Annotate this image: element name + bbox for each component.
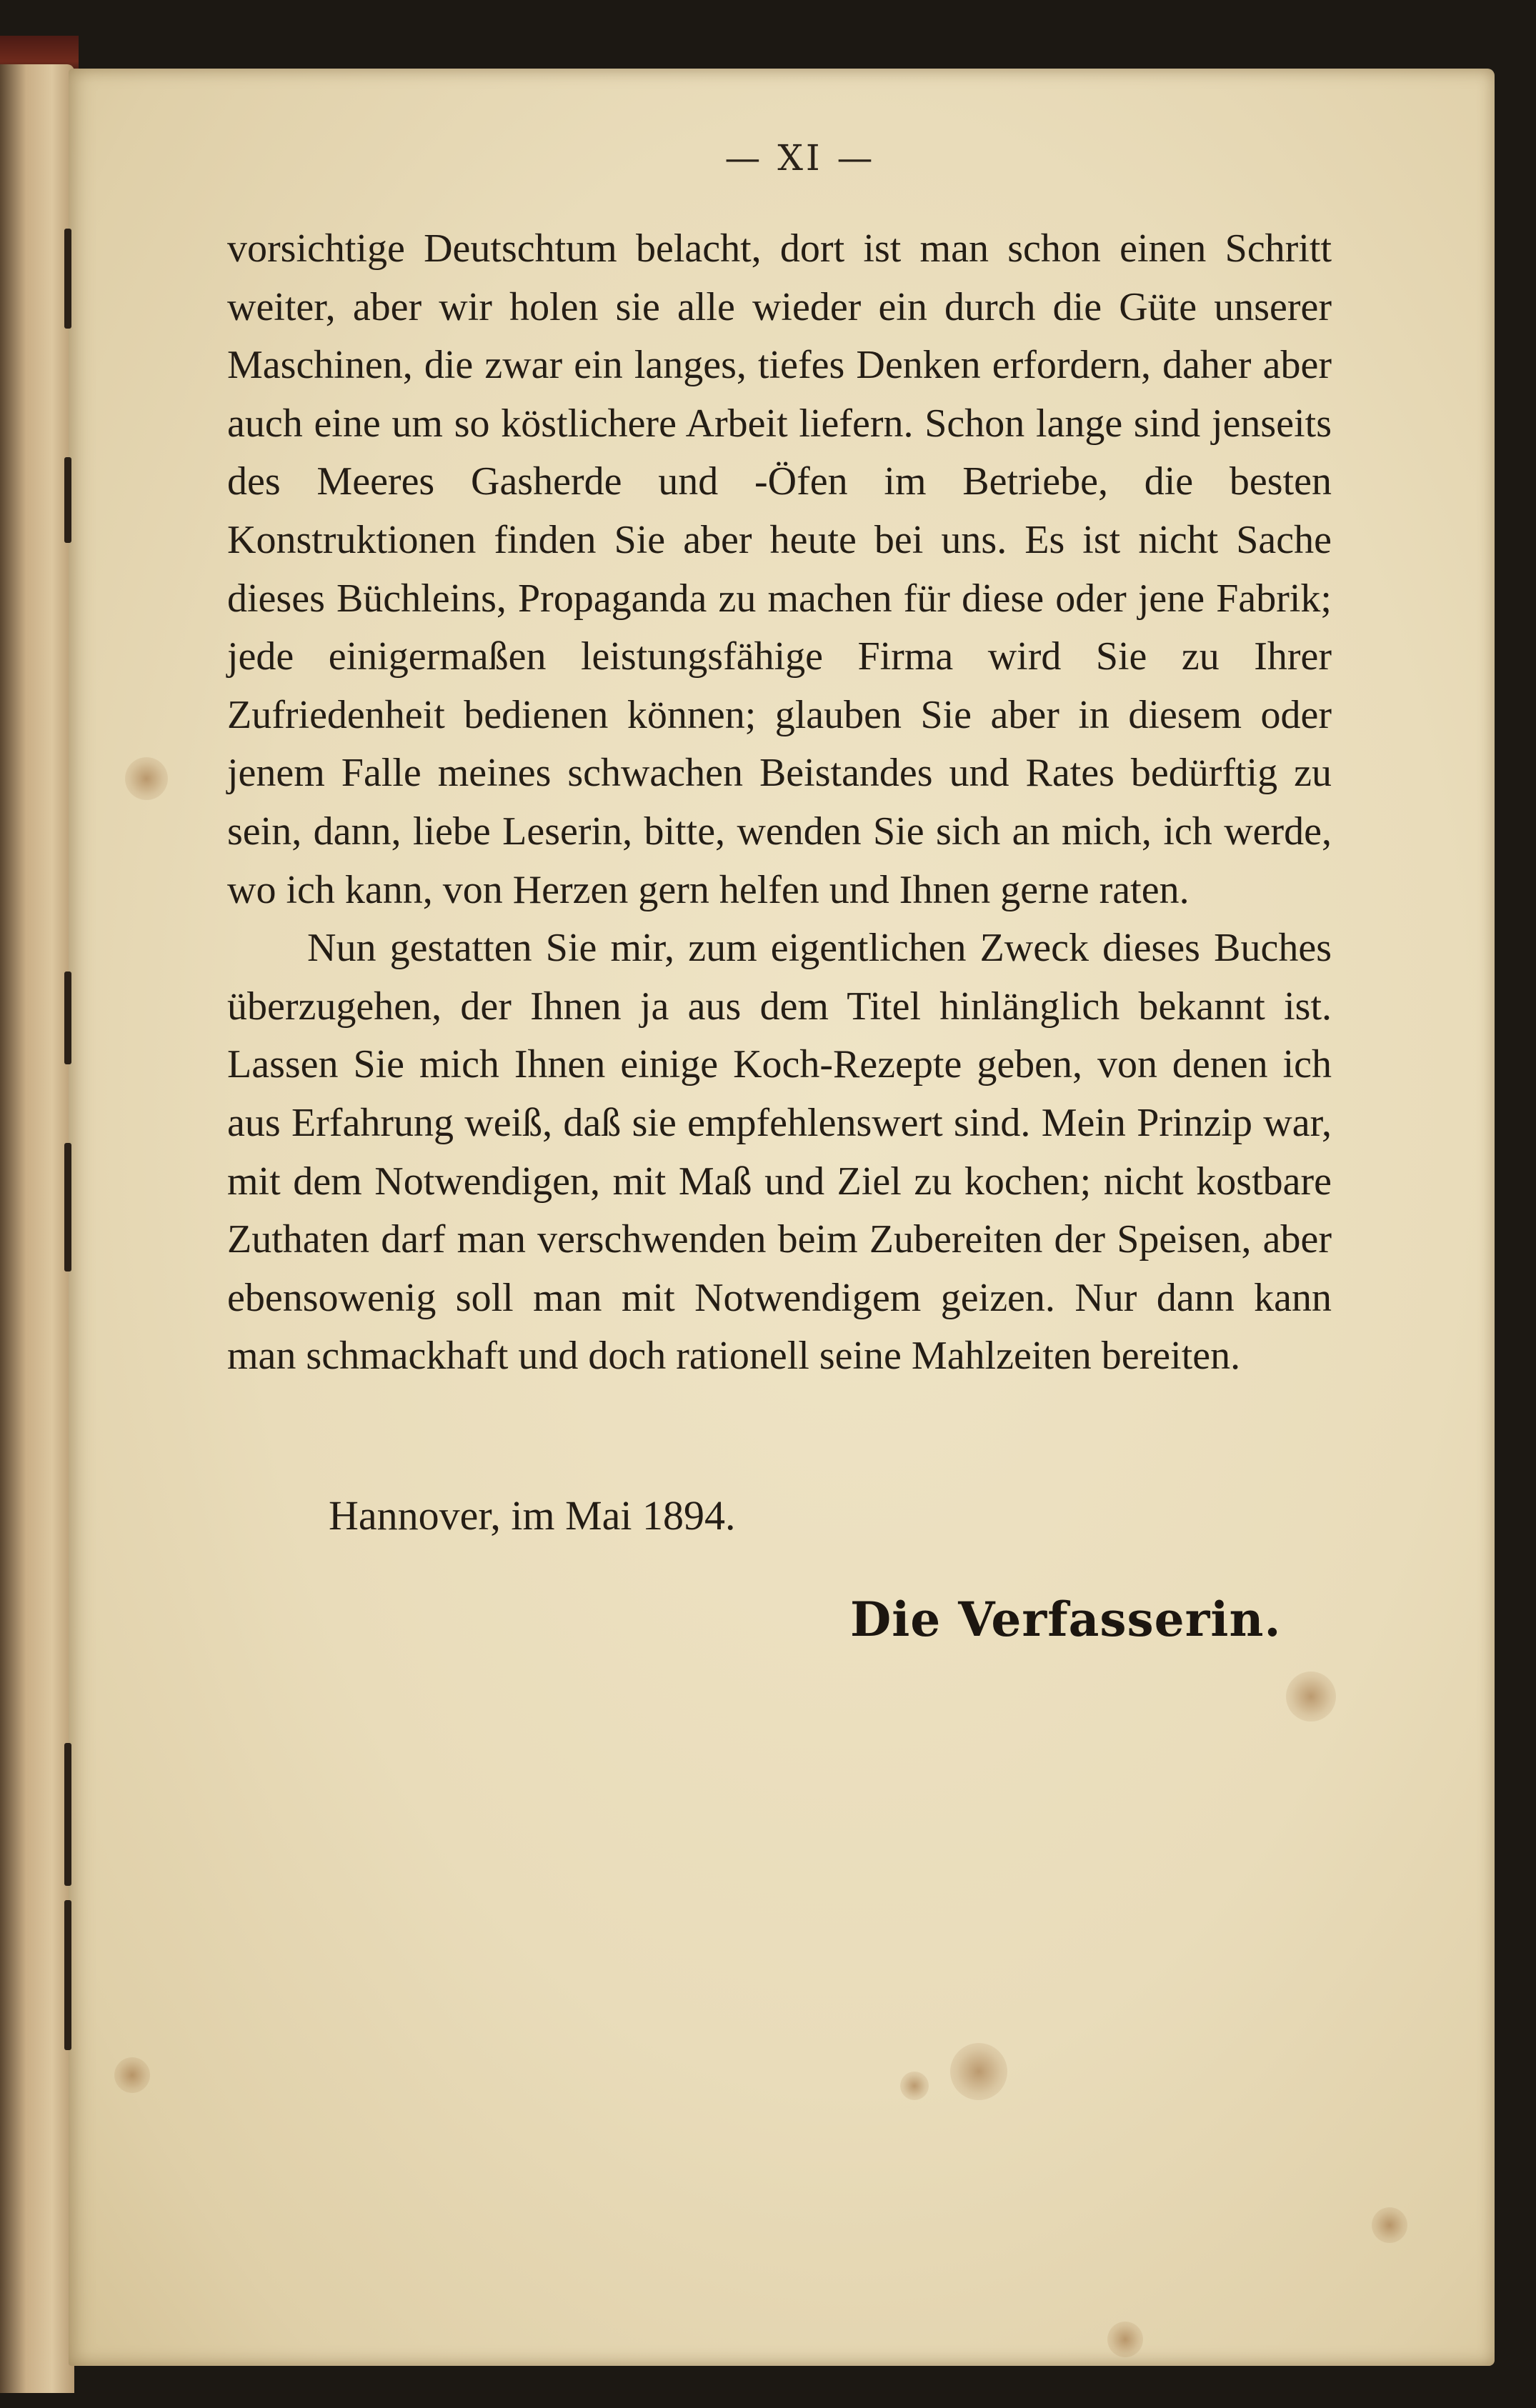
paragraph: vorsichtige Deutschtum belacht, dort ist man schon einen Schritt weiter, aber wir holen sie alle wieder ein durch die Güte unserer Maschinen, die zwar ein langes, tiefes Denken erfordern, daher aber auch eine um so köstlichere Arbeit liefern. Schon lange sind jenseits des Meeres Gasherde und -Öfen im Betriebe, die besten Konstruktionen finden Sie aber heute bei uns. Es ist nicht Sache dieses Büchleins, Propaganda zu machen für diese oder jene Fabrik; jede einigermaßen leistungsfähige Firma wird Sie zu Ihrer Zufriedenheit bedienen können; glauben Sie aber in diesem oder jenem Falle meines schwachen Beistandes und Rates bedürftig zu sein, dann, liebe Leserin, bitte, wenden Sie sich an mich, ich werde, wo ich kann, von Herzen gern helfen und Ihnen gerne raten. [227, 226, 1332, 912]
binding-stitch [64, 1143, 71, 1272]
foxing-stain [950, 2043, 1007, 2100]
foxing-stain [114, 2057, 150, 2093]
binding-stitch [64, 229, 71, 329]
paragraph: Nun gestatten Sie mir, zum eigentlichen Zweck dieses Buches überzugehen, der Ihnen ja aus dem Titel hinlänglich bekannt ist. Lassen Sie mich Ihnen einige Koch-Rezepte geben, von denen ich aus Erfahrung weiß, daß sie empfehlenswert sind. Mein Prinzip war, mit dem Notwendigen, mit Maß und Ziel zu kochen; nicht kostbare Zuthaten darf man verschwenden beim Zubereiten der Speisen, aber ebensowenig soll man mit Notwendigem geizen. Nur dann kann man schmackhaft und doch rationell seine Mahlzeiten bereiten. [227, 926, 1332, 1379]
left-page-edge [0, 64, 74, 2393]
body-text [227, 220, 1332, 1386]
binding-stitch [64, 1743, 71, 1886]
binding-stitch [64, 1900, 71, 2050]
foxing-stain [1372, 2207, 1407, 2243]
binding-stitch [64, 971, 71, 1064]
author-signature: Die Verfasserin. [850, 1592, 1282, 1647]
foxing-stain [125, 757, 168, 800]
binding-stitch [64, 457, 71, 543]
place-date-line: Hannover, im Mai 1894. [329, 1492, 736, 1539]
foxing-stain [1286, 1672, 1336, 1722]
foxing-stain [900, 2072, 929, 2100]
page-number: — XI — [724, 137, 876, 179]
foxing-stain [1107, 2322, 1143, 2357]
